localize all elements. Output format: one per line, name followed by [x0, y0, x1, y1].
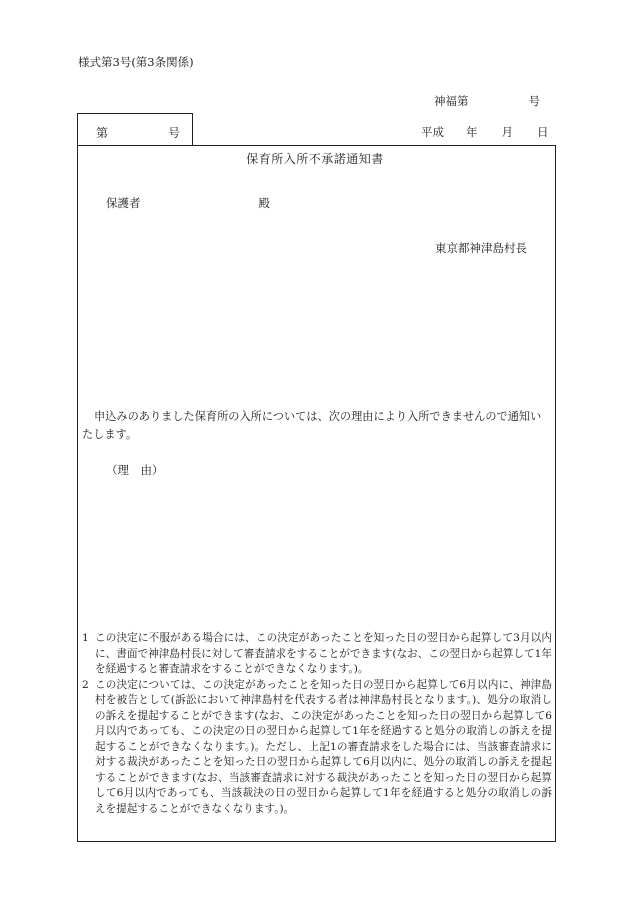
notice-body-text: 申込みのありました保育所の入所については、次の理由により入所できませんので通知いたします。 [82, 410, 542, 441]
reason-label: （理 由） [106, 463, 164, 477]
number-box-dai: 第 [96, 126, 109, 140]
guardian-row [106, 195, 270, 211]
document-number [434, 93, 540, 109]
note-number: 1 [82, 632, 89, 644]
date-day: 日 [537, 125, 549, 139]
date-era: 平成 [421, 125, 444, 139]
appeal-note [82, 678, 552, 818]
date-year: 年 [466, 125, 478, 139]
document-number-prefix: 神福第 [434, 94, 469, 108]
number-box-go: 号 [168, 126, 181, 140]
issuer: 東京都神津島村長 [435, 241, 527, 255]
note-text: この決定については、この決定があったことを知った日の翌日から起算して6月以内に、神津島村を被告として(訴訟において神津島村を代表する者は神津島村長となります。)、処分の取消しの訴えを提起することができます(なお、この決定があったことを知った日の翌日から起算して6月以内であっても、この決定の日の翌日から起算して1年を経過すると処分の取消しの訴えを提起することができなくなります。)。ただし、上記1の審査請求をした場合には、当該審査請求に対する裁決があったことを知った日の翌日から起算して6月以内に、処分の取消しの訴えを提起することができます(なお、当該審査請求に対する裁決があったことを知った日の翌日から起算して6月以内であっても、当該裁決の日の翌日から起算して1年を経過すると処分の取消しの訴えを提起することができなくなります。)。 [95, 678, 552, 815]
date-line [421, 124, 549, 140]
guardian-honorific: 殿 [258, 196, 270, 210]
appeal-notes [82, 631, 552, 817]
form-label: 様式第3号(第3条関係) [78, 55, 194, 69]
number-box [77, 113, 193, 145]
note-number: 2 [82, 678, 89, 691]
guardian-label: 保護者 [106, 196, 141, 210]
document-title: 保育所入所不承諾通知書 [246, 152, 384, 166]
appeal-note [82, 631, 552, 678]
note-text: この決定に不服がある場合には、この決定があったことを知った日の翌日から起算して3月以内に、書面で神津島村長に対して審査請求をすることができます(なお、この翌日から起算して1年を経過すると審査請求をすることができなくなります。)。 [95, 632, 552, 675]
date-month: 月 [501, 125, 513, 139]
document-number-suffix: 号 [528, 94, 540, 108]
